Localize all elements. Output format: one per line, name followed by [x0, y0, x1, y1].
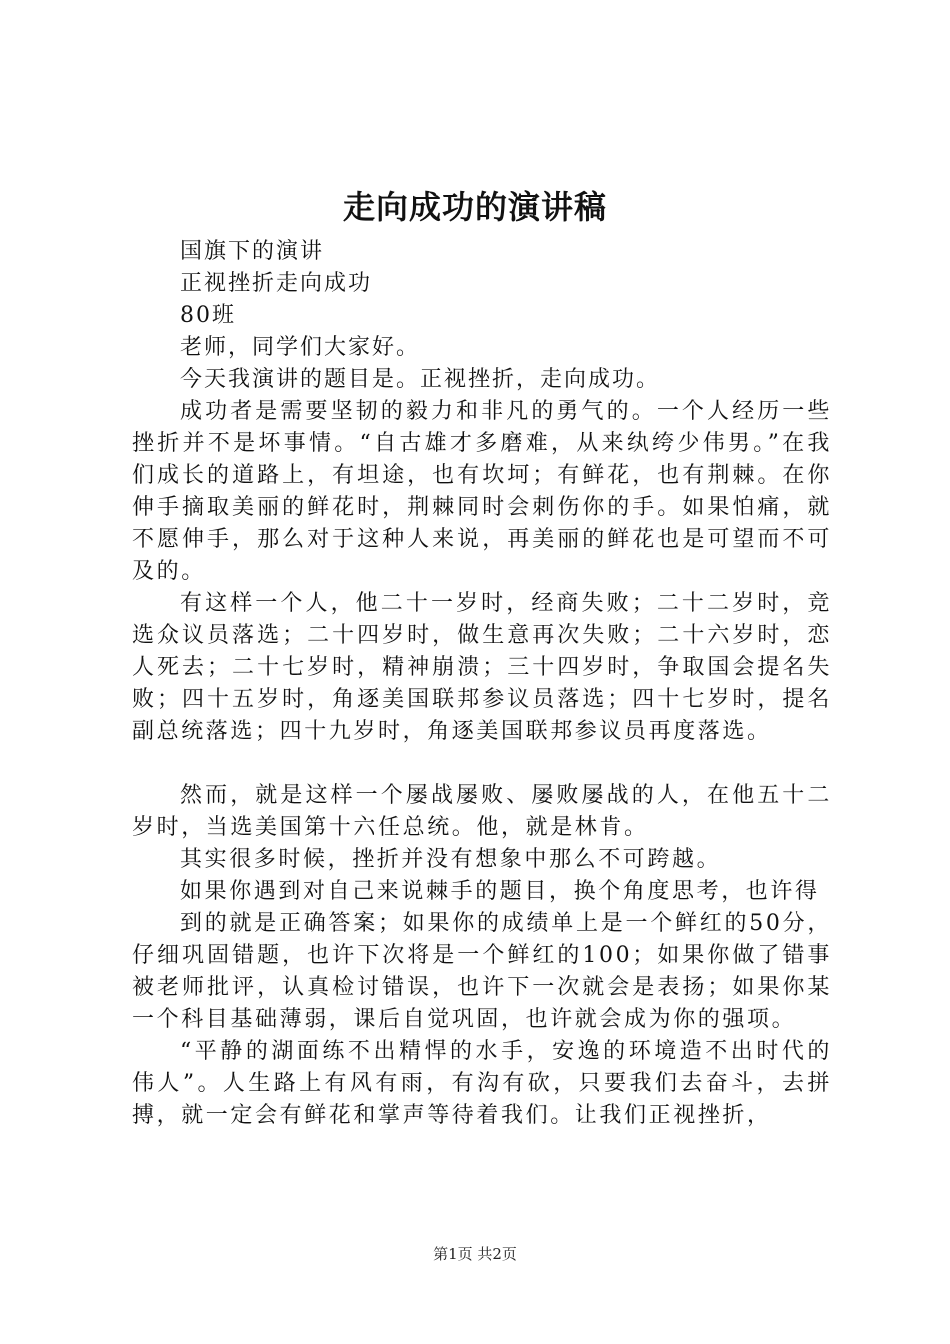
paragraph-1: 成功者是需要坚韧的毅力和非凡的勇气的。一个人经历一些挫折并不是坏事情。“自古雄才多磨难，从来纨绔少伟男。”在我们成长的道路上，有坦途，也有坎坷；有鲜花，也有荆棘。在你伸手摘取美丽的鲜花时，荆棘同时会刺伤你的手。如果怕痛，就不愿伸手，那么对于这种人来说，再美丽的鲜花也是可望而不可及的。 — [132, 399, 832, 584]
paragraph-3: 然而，就是这样一个屡战屡败、屡败屡战的人，在他五十二岁时，当选美国第十六任总统。他，就是林肯。 — [132, 783, 832, 840]
page-footer: 第1页 共2页 — [433, 1245, 517, 1263]
header-line-greeting: 老师，同学们大家好。 — [180, 335, 421, 360]
paragraph-6: 到的就是正确答案；如果你的成绩单上是一个鲜红的50分，仔细巩固错题，也许下次将是一个鲜红的100；如果你做了错事被老师批评，认真检讨错误，也许下一次就会是表扬；如果你某一个科目基础薄弱，课后自觉巩固，也许就会成为你的强项。 — [132, 911, 832, 1032]
paragraph-spacer — [132, 748, 832, 780]
paragraph-4: 其实很多时候，挫折并没有想象中那么不可跨越。 — [180, 847, 722, 872]
header-line-occasion: 国旗下的演讲 — [180, 239, 325, 264]
paragraph-7: “平静的湖面练不出精悍的水手，安逸的环境造不出时代的伟人”。人生路上有风有雨，有沟有砍，只要我们去奋斗，去拼搏，就一定会有鲜花和掌声等待着我们。让我们正视挫折， — [132, 1039, 832, 1128]
paragraph-5: 如果你遇到对自己来说棘手的题目，换个角度思考，也许得 — [180, 879, 820, 904]
paragraph-2: 有这样一个人，他二十一岁时，经商失败；二十二岁时，竞选众议员落选；二十四岁时，做生意再次失败；二十六岁时，恋人死去；二十七岁时，精神崩溃；三十四岁时，争取国会提名失败；四十五岁时，角逐美国联邦参议员落选；四十七岁时，提名副总统落选；四十九岁时，角逐美国联邦参议员再度落选。 — [132, 591, 832, 744]
header-line-topic: 正视挫折走向成功 — [180, 271, 373, 296]
header-line-intro: 今天我演讲的题目是。正视挫折，走向成功。 — [180, 367, 661, 392]
document-body — [132, 236, 832, 1132]
header-line-class: 80班 — [180, 303, 236, 328]
document-title: 走向成功的演讲稿 — [342, 188, 607, 226]
